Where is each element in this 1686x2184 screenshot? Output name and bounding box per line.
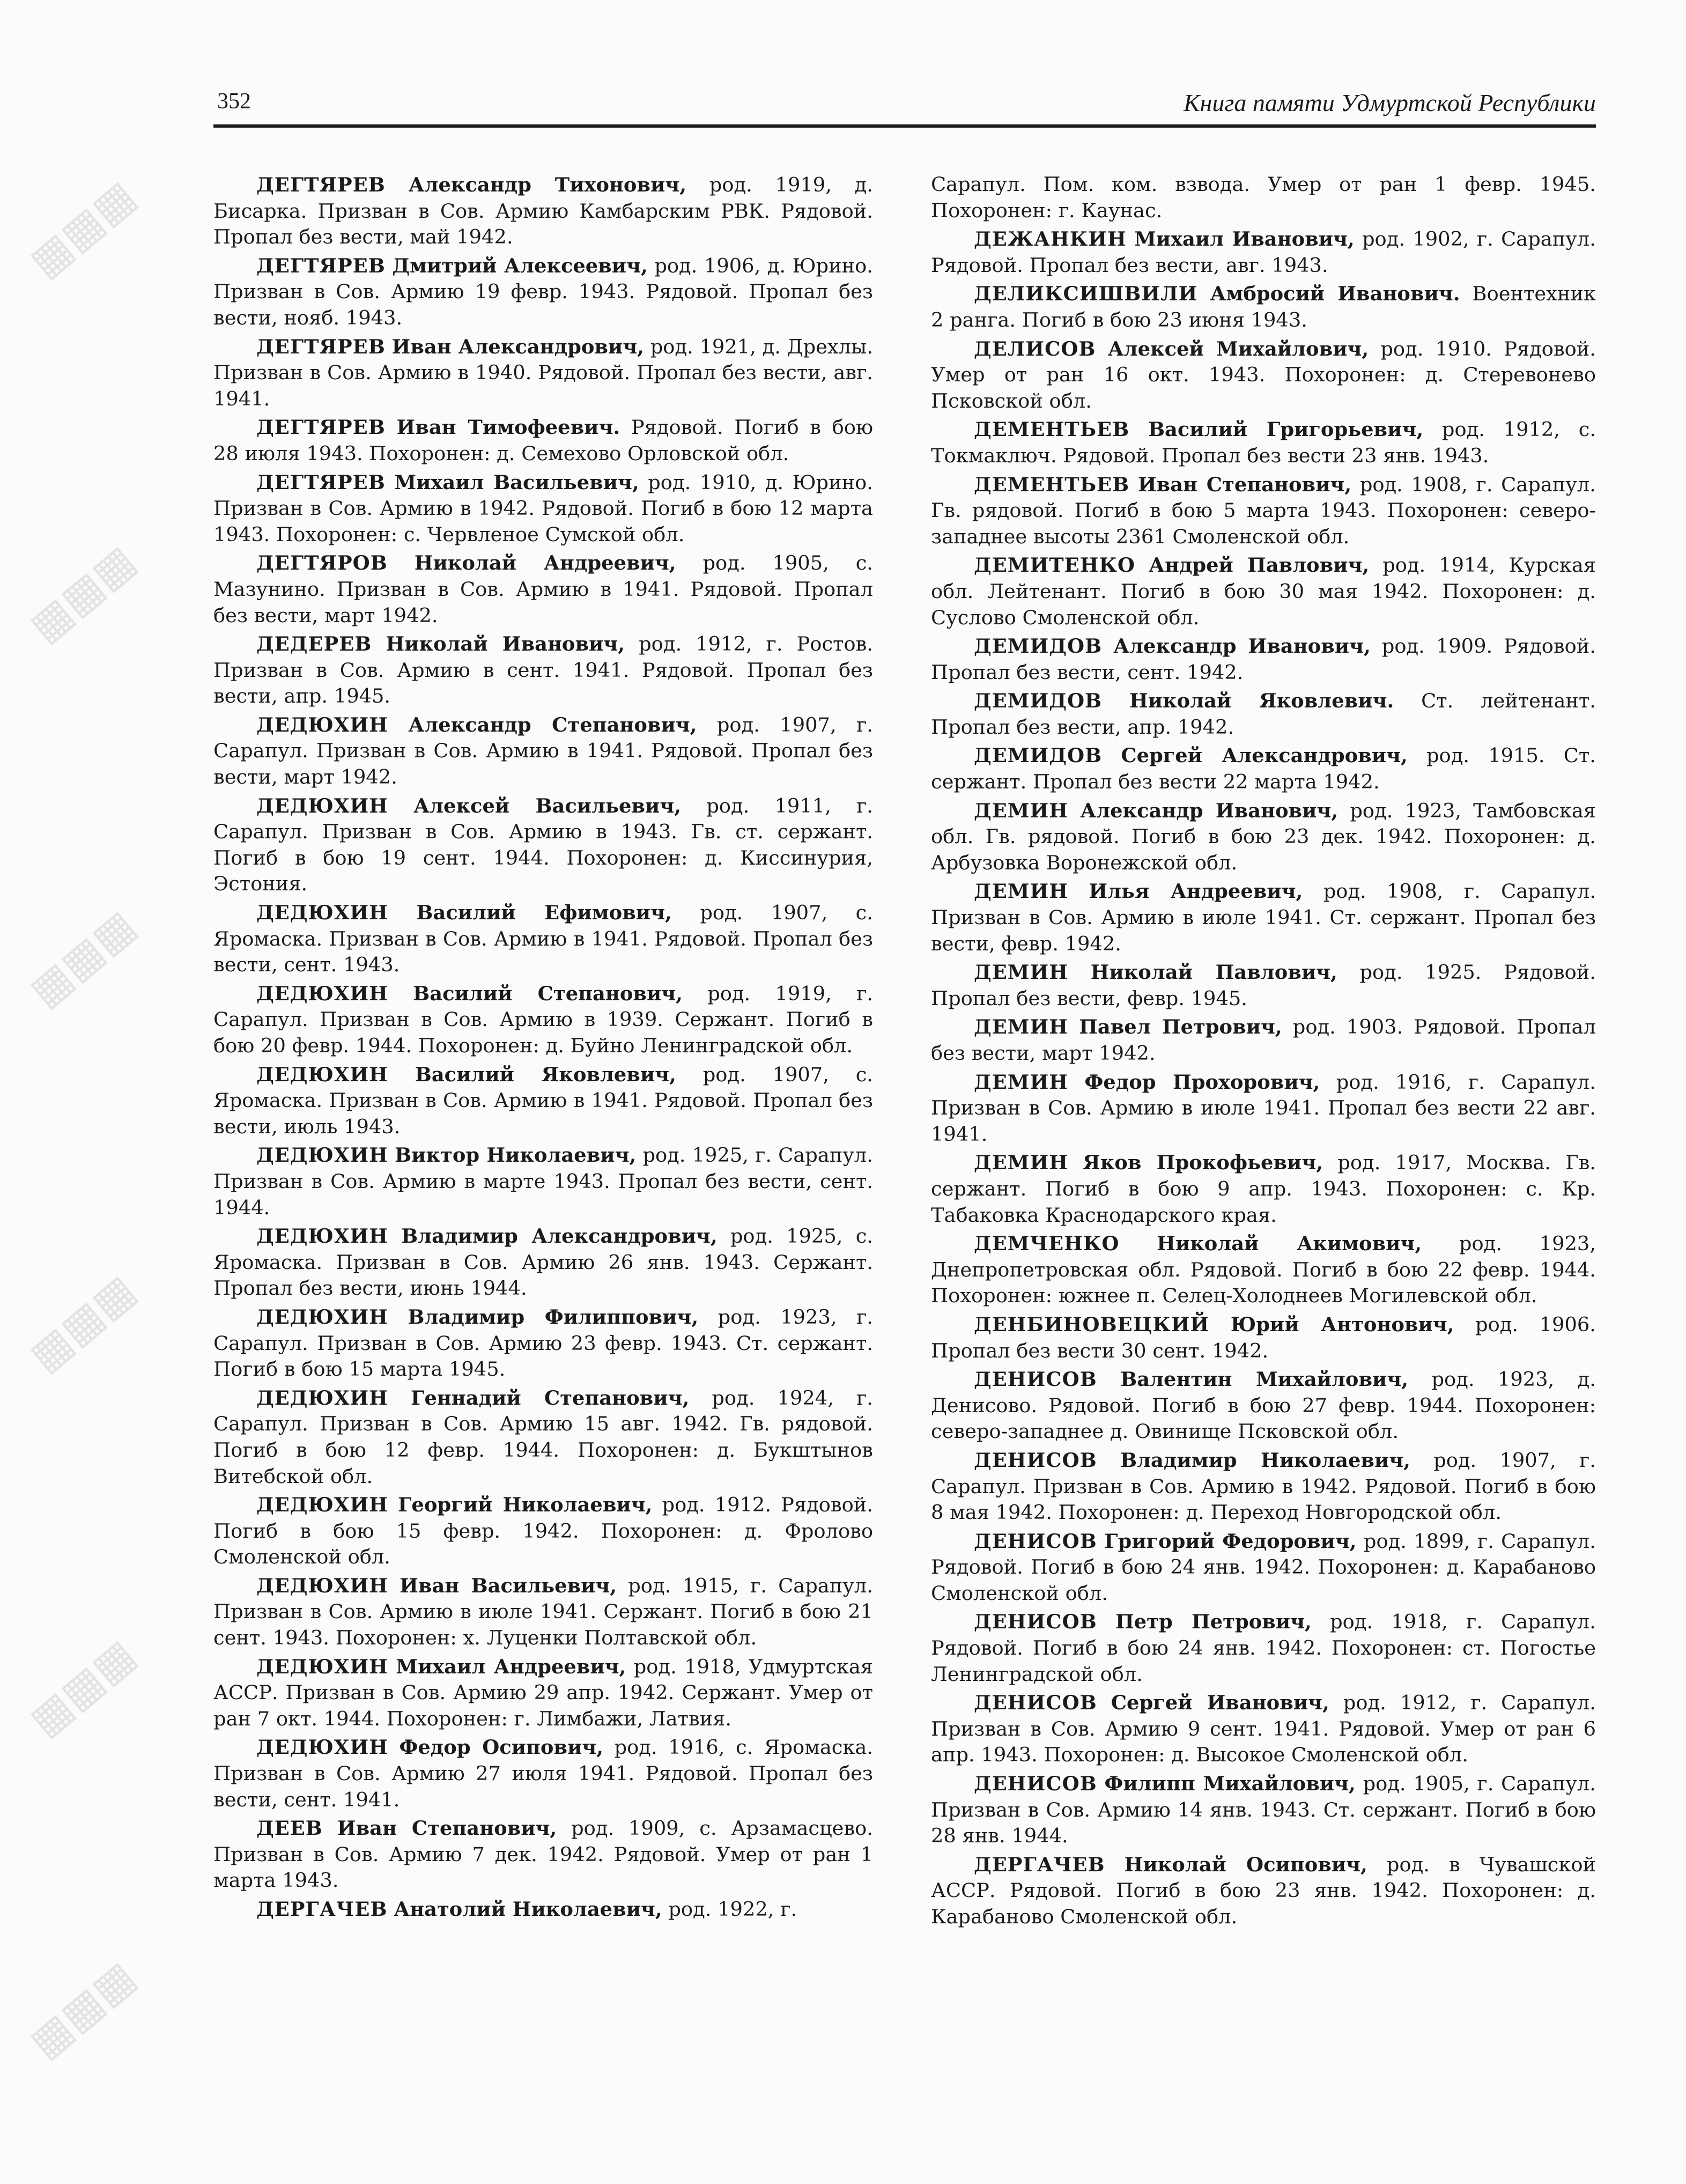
entry-surname: ДЕЛИСОВ: [974, 336, 1096, 360]
entry-text: род. 1923, Тамбовская обл. Гв. рядовой. Погиб в бою 23 дек. 1942. Похоронен: д. Арбузовка Воронежской обл.: [931, 799, 1596, 874]
entry-text: род. 1923, г. Сарапул. Призван в Сов. Армию 23 февр. 1943. Ст. сержант. Погиб в бою 15 марта 1945.: [213, 1305, 873, 1381]
entry-text: род. 1899, г. Сарапул. Рядовой. Погиб в бою 24 янв. 1942. Похоронен: д. Карабаново Смоленской обл.: [931, 1529, 1596, 1605]
entry-text: род. 1911, г. Сарапул. Призван в Сов. Армию в 1943. Гв. ст. сержант. Погиб в бою 19 сент. 1944. Похоронен: д. Киссинурия, Эстония.: [213, 794, 873, 896]
entry-given-names: Иван Степанович,: [337, 1816, 557, 1840]
memorial-entry: [213, 1492, 873, 1570]
entry-given-names: Илья Андреевич,: [1089, 879, 1303, 903]
entry-surname: ДЕДЮХИН: [256, 901, 388, 925]
entry-text: род. 1916, с. Яромаска. Призван в Сов. Армию 27 июля 1941. Рядовой. Пропал без вести, сент. 1941.: [213, 1736, 874, 1811]
entry-surname: ДЕЕВ: [256, 1816, 323, 1840]
entry-text: род. 1925. Рядовой. Пропал без вести, февр. 1945.: [931, 961, 1596, 1010]
memorial-entry: [213, 712, 873, 791]
entry-given-names: Михаил Иванович,: [1134, 227, 1355, 251]
entry-surname: ДЕМИН: [974, 798, 1069, 822]
entry-surname: ДЕГТЯРОВ: [256, 551, 388, 575]
memorial-entry: [213, 550, 873, 629]
entry-text: род. 1912. Рядовой. Погиб в бою 15 февр. 1942. Похоронен: д. Фролово Смоленской обл.: [213, 1493, 873, 1569]
memorial-entry: [931, 416, 1596, 469]
entry-text: род. 1908, г. Сарапул. Призван в Сов. Армию в июле 1941. Ст. сержант. Пропал без вести, февр. 1942.: [931, 880, 1596, 955]
entry-surname: ДЕДЮХИН: [256, 981, 388, 1005]
memorial-entry: [931, 633, 1596, 685]
watermark: ▦▦▦: [19, 1264, 145, 1382]
entry-given-names: Алексей Васильевич,: [413, 793, 682, 817]
entry-surname: ДЕНИСОВ: [974, 1448, 1097, 1472]
entry-surname: ДЕГТЯРЕВ: [256, 253, 386, 277]
entry-given-names: Филипп Михайлович,: [1104, 1772, 1356, 1796]
entry-surname: ДЕЛИКСИШВИЛИ: [974, 282, 1198, 306]
memorial-entry: [931, 1069, 1596, 1148]
left-column: [213, 172, 873, 1925]
entry-surname: ДЕРГАЧЕВ: [974, 1852, 1105, 1876]
memorial-entry: [931, 1447, 1596, 1526]
memorial-entry: [931, 1689, 1596, 1768]
memorial-entry: [931, 1770, 1596, 1849]
memorial-entry: [931, 1366, 1596, 1445]
entry-given-names: Дмитрий Алексеевич,: [392, 253, 648, 277]
entry-given-names: Василий Ефимович,: [416, 901, 672, 925]
entry-text: род. 1919, д. Бисарка. Призван в Сов. Армию Камбарским РВК. Рядовой. Пропал без вести, май 1942.: [213, 173, 874, 249]
entry-surname: ДЕМИН: [974, 1015, 1069, 1039]
entry-text: род. 1912, г. Ростов. Призван в Сов. Армию в сент. 1941. Рядовой. Пропал без вести, апр. 1945.: [213, 632, 873, 708]
memorial-entry: [931, 1230, 1596, 1309]
entry-text: род. 1910. Рядовой. Умер от ран 16 окт. 1943. Похоронен: д. Стеревонево Псковской обл.: [931, 337, 1596, 412]
entry-surname: ДЕМЕНТЬЕВ: [974, 417, 1130, 441]
memorial-entry: [213, 1654, 873, 1732]
entry-given-names: Николай Павлович,: [1090, 960, 1337, 984]
entry-surname: ДЕМИТЕНКО: [974, 553, 1135, 577]
entry-text: род. 1918, Удмуртская АССР. Призван в Сов. Армию 29 апр. 1942. Сержант. Умер от ран 7 окт. 1944. Похоронен: г. Лимбажи, Латвия.: [213, 1655, 873, 1730]
memorial-entry: [213, 1896, 873, 1923]
entry-surname: ДЕМИН: [974, 1069, 1069, 1094]
entry-given-names: Павел Петрович,: [1079, 1015, 1282, 1039]
memorial-entry: [931, 959, 1596, 1012]
entry-surname: ДЕНИСОВ: [974, 1367, 1097, 1391]
memorial-entry: [931, 688, 1596, 740]
entry-given-names: Василий Степанович,: [413, 981, 683, 1005]
entry-surname: ДЕДЮХИН: [256, 1493, 388, 1517]
memorial-entry: [213, 1815, 873, 1894]
memorial-entry: [931, 1149, 1596, 1228]
entry-given-names: Иван Александрович,: [391, 334, 644, 358]
entry-given-names: Василий Яковлевич,: [415, 1062, 676, 1086]
watermark: ▦▦▦: [19, 170, 145, 287]
entry-given-names: Валентин Михайлович,: [1120, 1367, 1409, 1391]
entry-surname: ДЕДЮХИН: [256, 712, 388, 736]
right-column: [931, 172, 1596, 1932]
entry-surname: ДЕМИН: [974, 1150, 1069, 1175]
entry-surname: ДЕДЮХИН: [256, 793, 388, 817]
entry-surname: ДЕМИДОВ: [974, 689, 1103, 713]
memorial-entry: [213, 1304, 873, 1383]
entry-given-names: Михаил Васильевич,: [394, 470, 639, 494]
entry-surname: ДЕДЮХИН: [256, 1062, 388, 1086]
entry-given-names: Владимир Николаевич,: [1120, 1448, 1410, 1472]
entry-text: род. 1919, г. Сарапул. Призван в Сов. Армию в 1939. Сержант. Погиб в бою 20 февр. 1944. Похоронен: д. Буйно Ленинградской обл.: [213, 982, 873, 1057]
entry-surname: ДЕДЮХИН: [256, 1143, 388, 1167]
entry-text: род. 1907, с. Яромаска. Призван в Сов. Армию в 1941. Рядовой. Пропал без вести, июль 1943.: [213, 1063, 873, 1138]
entry-text: род. 1918, г. Сарапул. Рядовой. Погиб в бою 24 янв. 1942. Похоронен: ст. Погостье Ленинградской обл.: [931, 1610, 1596, 1686]
entry-surname: ДЕГТЯРЕВ: [256, 415, 386, 439]
entry-surname: ДЕГТЯРЕВ: [256, 173, 386, 196]
entry-text: род. 1903. Рядовой. Пропал без вести, март 1942.: [931, 1015, 1596, 1065]
memorial-entry: [213, 980, 873, 1059]
watermark: ▦▦▦: [19, 1951, 145, 2068]
entry-text: род. 1921, д. Дрехлы. Призван в Сов. Армию в 1940. Рядовой. Пропал без вести, авг. 1941.: [213, 335, 874, 410]
memorial-entry: [213, 899, 873, 978]
watermark: ▦▦▦: [19, 535, 145, 652]
entry-text: род. 1907, с. Яромаска. Призван в Сов. Армию в 1941. Рядовой. Пропал без вести, сент. 1943.: [213, 901, 873, 977]
entry-text: род. 1909, с. Арзамасцево. Призван в Сов. Армию 7 дек. 1942. Рядовой. Умер от ран 1 марта 1943.: [213, 1817, 874, 1892]
entry-given-names: Михаил Андреевич,: [396, 1654, 626, 1678]
entry-text: род. 1905, с. Мазунино. Призван в Сов. Армию в 1941. Рядовой. Пропал без вести, март 1942.: [213, 551, 874, 627]
entry-text: род. 1923, д. Денисово. Рядовой. Погиб в бою 27 февр. 1944. Похоронен: северо-западнее д. Овинище Псковской обл.: [931, 1368, 1596, 1443]
memorial-entry: [931, 281, 1596, 333]
memorial-entry: [213, 1734, 873, 1813]
entry-text: род. 1925, с. Яромаска. Призван в Сов. Армию 26 янв. 1943. Сержант. Пропал без вести, июнь 1944.: [213, 1224, 874, 1300]
entry-text: род. 1914, Курская обл. Лейтенант. Погиб в бою 30 мая 1942. Похоронен: д. Суслово Смоленской обл.: [931, 554, 1596, 629]
entry-given-names: Геннадий Степанович,: [411, 1385, 690, 1410]
memorial-entry: [931, 1528, 1596, 1607]
entry-given-names: Яков Прокофьевич,: [1083, 1150, 1323, 1175]
memorial-entry: [931, 336, 1596, 415]
entry-surname: ДЕДЮХИН: [256, 1304, 388, 1329]
memorial-entry: [213, 1061, 873, 1140]
memorial-entry: [931, 1851, 1596, 1930]
memorial-entry: [213, 1223, 873, 1302]
entry-text: род. 1915. Ст. сержант. Пропал без вести 22 марта 1942.: [931, 744, 1596, 794]
entry-surname: ДЕНИСОВ: [974, 1691, 1097, 1715]
header-rule: [213, 124, 1596, 128]
memorial-entry: [213, 793, 873, 897]
entry-given-names: Григорий Федорович,: [1104, 1529, 1357, 1553]
entry-given-names: Александр Степанович,: [408, 712, 697, 736]
entry-text: род. 1912, с. Токмаключ. Рядовой. Пропал без вести 23 янв. 1943.: [931, 418, 1596, 467]
entry-surname: ДЕНИСОВ: [974, 1610, 1097, 1634]
entry-given-names: Иван Васильевич,: [400, 1573, 617, 1597]
memorial-entry: [931, 742, 1596, 795]
entry-given-names: Федор Осипович,: [399, 1735, 604, 1759]
entry-text: род. 1924, г. Сарапул. Призван в Сов. Армию 15 авг. 1942. Гв. рядовой. Погиб в бою 12 февр. 1944. Похоронен: д. Букштынов Витебской обл.: [213, 1386, 873, 1488]
memorial-entry: [213, 1142, 873, 1221]
entry-surname: ДЕМИДОВ: [974, 634, 1103, 658]
entry-surname: ДЕМИН: [974, 879, 1069, 903]
entry-given-names: Юрий Антонович,: [1230, 1312, 1454, 1336]
memorial-entry: [213, 1573, 873, 1651]
entry-given-names: Виктор Николаевич,: [395, 1143, 637, 1167]
entry-given-names: Амбросий Иванович.: [1210, 282, 1460, 306]
entry-given-names: Иван Степанович,: [1137, 472, 1352, 496]
entry-given-names: Александр Иванович,: [1113, 634, 1371, 658]
memorial-entry: [213, 631, 873, 710]
entry-text: род. 1907, г. Сарапул. Призван в Сов. Армию в 1942. Рядовой. Погиб в бою 8 мая 1942. Похоронен: д. Переход Новгородской обл.: [931, 1448, 1596, 1524]
memorial-entry: [213, 469, 873, 548]
entry-given-names: Николай Иванович,: [386, 632, 625, 656]
entry-text: род. 1916, г. Сарапул. Призван в Сов. Армию в июле 1941. Пропал без вести 22 авг. 1941.: [931, 1070, 1596, 1146]
entry-text: Воентехник 2 ранга. Погиб в бою 23 июня 1943.: [931, 282, 1596, 331]
memorial-entry: [213, 172, 873, 250]
entry-given-names: Сергей Иванович,: [1111, 1691, 1329, 1715]
entry-surname: ДЕДЮХИН: [256, 1735, 388, 1759]
entry-surname: ДЕРГАЧЕВ: [256, 1897, 388, 1921]
memorial-entry: [931, 226, 1596, 278]
entry-surname: ДЕДЮХИН: [256, 1654, 388, 1678]
entry-surname: ДЕМЕНТЬЕВ: [974, 472, 1130, 496]
entry-given-names: Николай Акимович,: [1157, 1231, 1422, 1256]
memorial-entry: [931, 1609, 1596, 1687]
memorial-entry: [931, 1014, 1596, 1066]
memorial-entry: [213, 414, 873, 467]
memorial-entry: [931, 552, 1596, 631]
entry-surname: ДЕНИСОВ: [974, 1529, 1097, 1553]
memorial-entry: [931, 1311, 1596, 1364]
entry-given-names: Николай Яковлевич.: [1129, 689, 1394, 713]
entry-surname: ДЕМИДОВ: [974, 743, 1103, 768]
entry-text: род. 1905, г. Сарапул. Призван в Сов. Армию 14 янв. 1943. Ст. сержант. Погиб в бою 28 янв. 1944.: [931, 1772, 1596, 1848]
entry-given-names: Алексей Михайлович,: [1107, 336, 1369, 360]
entry-given-names: Сергей Александрович,: [1121, 743, 1408, 768]
entry-text: род. 1923, Днепропетровская обл. Рядовой. Погиб в бою 22 февр. 1944. Похоронен: южнее п. Селец-Холоднеев Могилевской обл.: [931, 1232, 1596, 1308]
entry-surname: ДЕДЮХИН: [256, 1385, 388, 1410]
entry-text: род. 1909. Рядовой. Пропал без вести, сент. 1942.: [931, 634, 1596, 684]
page-number: 352: [217, 89, 251, 114]
entry-given-names: Александр Тихонович,: [408, 173, 687, 196]
entry-surname: ДЕЖАНКИН: [974, 227, 1127, 251]
memorial-entry: [213, 1385, 873, 1489]
watermark: ▦▦▦: [19, 899, 145, 1017]
entry-surname: ДЕДЕРЕВ: [256, 632, 372, 656]
entry-surname: ДЕНБИНОВЕЦКИЙ: [974, 1312, 1210, 1336]
entry-text: род. 1902, г. Сарапул. Рядовой. Пропал без вести, авг. 1943.: [931, 227, 1596, 277]
entry-given-names: Иван Тимофеевич.: [396, 415, 620, 439]
memorial-entry: [931, 878, 1596, 957]
memorial-entry: [213, 253, 873, 331]
entry-given-names: Петр Петрович,: [1115, 1610, 1312, 1634]
entry-text: род. 1906, д. Юрино. Призван в Сов. Армию 19 февр. 1943. Рядовой. Пропал без вести, нояб. 1943.: [213, 254, 873, 329]
entry-surname: ДЕГТЯРЕВ: [256, 334, 386, 358]
memorial-entry: [931, 471, 1596, 550]
entry-given-names: Василий Григорьевич,: [1148, 417, 1424, 441]
entry-text: род. 1922, г.: [668, 1898, 797, 1921]
entry-text: род. 1915, г. Сарапул. Призван в Сов. Армию в июле 1941. Сержант. Погиб в бою 21 сент. 1943. Похоронен: х. Луценки Полтавской обл.: [213, 1574, 873, 1650]
entry-surname: ДЕДЮХИН: [256, 1573, 388, 1597]
entry-given-names: Николай Осипович,: [1124, 1852, 1367, 1876]
memorial-entry: [931, 172, 1596, 224]
entry-text: род. 1912, г. Сарапул. Призван в Сов. Армию 9 сент. 1941. Рядовой. Умер от ран 6 апр. 1943. Похоронен: д. Высокое Смоленской обл.: [931, 1691, 1596, 1767]
entry-text: род. 1910, д. Юрино. Призван в Сов. Армию в 1942. Рядовой. Погиб в бою 12 марта 1943. Похоронен: с. Червленое Сумской обл.: [213, 470, 874, 546]
entry-text: род. 1925, г. Сарапул. Призван в Сов. Армию в марте 1943. Пропал без вести, сент. 1944.: [213, 1143, 873, 1219]
entry-given-names: Николай Андреевич,: [414, 551, 676, 575]
memorial-entry: [931, 798, 1596, 876]
memorial-entry: [213, 334, 873, 412]
entry-text: Рядовой. Погиб в бою 28 июля 1943. Похоронен: д. Семехово Орловской обл.: [213, 416, 873, 465]
entry-surname: ДЕМЧЕНКО: [974, 1231, 1120, 1256]
watermark: ▦▦▦: [19, 1629, 145, 1746]
entry-given-names: Владимир Филиппович,: [408, 1304, 699, 1329]
entry-given-names: Владимир Александрович,: [401, 1224, 718, 1248]
entry-given-names: Федор Прохорович,: [1084, 1069, 1320, 1094]
entry-text: род. в Чувашской АССР. Рядовой. Погиб в бою 23 янв. 1942. Похоронен: д. Карабаново Смоленской обл.: [931, 1853, 1596, 1928]
entry-surname: ДЕНИСОВ: [974, 1772, 1097, 1796]
entry-given-names: Александр Иванович,: [1080, 798, 1339, 822]
entry-surname: ДЕМИН: [974, 960, 1069, 984]
entry-text: род. 1907, г. Сарапул. Призван в Сов. Армию в 1941. Рядовой. Пропал без вести, март 1942.: [213, 713, 873, 789]
running-title: Книга памяти Удмуртской Республики: [1184, 89, 1596, 116]
entry-text: род. 1908, г. Сарапул. Гв. рядовой. Погиб в бою 5 марта 1943. Похоронен: северо-западнее высоты 2361 Смоленской обл.: [931, 473, 1596, 548]
entry-surname: ДЕДЮХИН: [256, 1224, 388, 1248]
entry-text: род. 1906. Пропал без вести 30 сент. 1942.: [931, 1312, 1596, 1362]
entry-text: род. 1917, Москва. Гв. сержант. Погиб в бою 9 апр. 1943. Похоронен: с. Кр. Табаковка Краснодарского края.: [931, 1151, 1596, 1227]
entry-text: Ст. лейтенант. Пропал без вести, апр. 1942.: [931, 689, 1596, 739]
entry-given-names: Георгий Николаевич,: [398, 1493, 653, 1517]
entry-text: Сарапул. Пом. ком. взвода. Умер от ран 1 февр. 1945. Похоронен: г. Каунас.: [931, 173, 1596, 222]
entry-surname: ДЕГТЯРЕВ: [256, 470, 386, 494]
entry-given-names: Анатолий Николаевич,: [394, 1897, 662, 1921]
entry-given-names: Андрей Павлович,: [1148, 553, 1370, 577]
